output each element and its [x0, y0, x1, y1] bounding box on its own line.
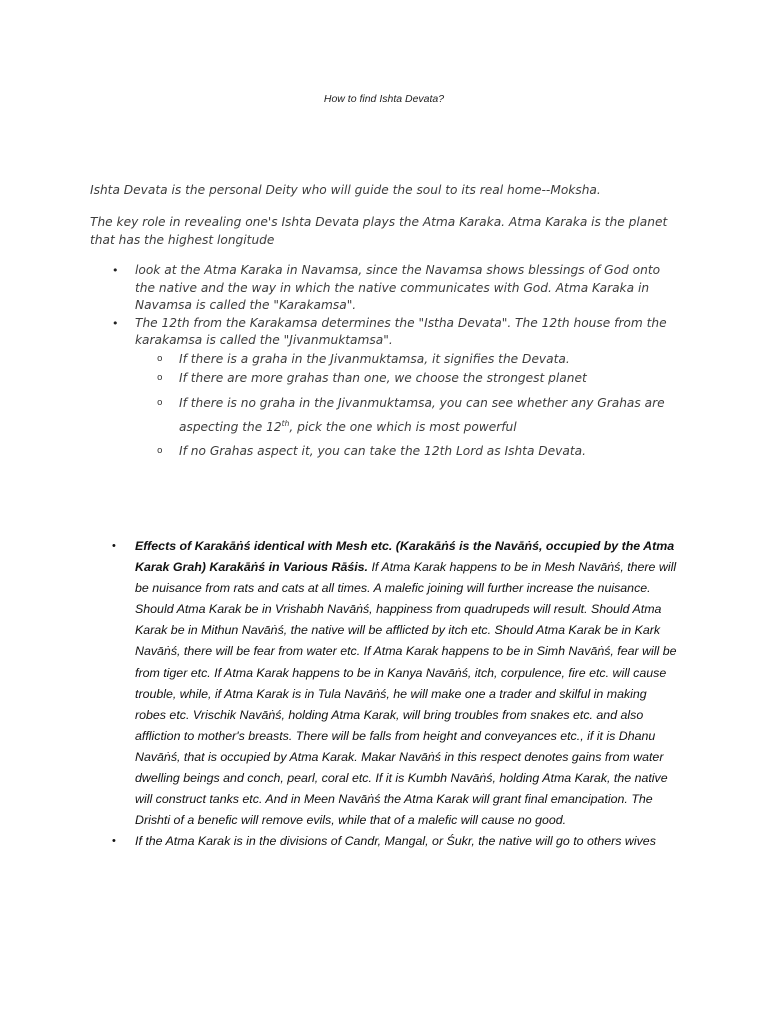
page-title: How to find Ishta Devata?: [323, 93, 445, 105]
sub-list-item: [135, 369, 670, 388]
sub-bullet-icon: o: [157, 445, 163, 456]
list-item: [110, 536, 678, 831]
sub-list-item-text-end: , pick the one which is most powerful: [289, 419, 517, 434]
sub-list-item-text: If there is no graha in the Jivanmuktamsa, you can see whether any Grahas are aspecting the 12: [179, 395, 665, 434]
sub-list: [135, 350, 670, 463]
bullet-icon: •: [112, 316, 119, 330]
sub-list-item: [135, 350, 670, 369]
sub-bullet-icon: o: [157, 397, 163, 408]
list-item-text: If the Atma Karak is in the divisions of Candr, Mangal, or Śukr, the native will go to others wives: [135, 834, 656, 849]
effects-text: If Atma Karak happens to be in Mesh Navāṅś, there will be nuisance from rats and cats at all times. A malefic joining will further increase the nuisance. Should Atma Karak be in Vrishabh Navāṅś, happiness from quadrupeds will result. Should Atma Karak be in Mithun Navāṅś, the native will be afflicted by itch etc. Should Atma Karak be in Kark Navāṅś, there will be fear from water etc. If Atma Karak happens to be in Simh Navāṅś, fear will be from tiger etc. If Atma Karak happens to be in Kanya Navāṅś, itch, corpulence, fire etc. will cause trouble, while, if Atma Karak is in Tula Navāṅś, he will make one a trader and skilful in making robes etc. Vrischik Navāṅś, holding Atma Karak, will bring troubles from snakes etc. and also affliction to mother's breasts. There will be falls from height and conveyances etc., if it is Dhanu Navāṅś, that is occupied by Atma Karak. Makar Navāṅś in this respect denotes gains from water dwelling beings and conch, pearl, coral etc. If it is Kumbh Navāṅś, holding Atma Karak, the native will construct tanks etc. And in Meen Navāṅś the Atma Karak will grant final emancipation. The Drishti of a benefic will remove evils, while that of a malefic will cause no good.: [135, 560, 677, 828]
bullet-icon: •: [112, 540, 116, 552]
effects-heading: Effects of Karakāṅś identical with Mesh etc. (Karakāṅś is the Navāṅś, occupied by the Atma Karak Grah) Karakāṅś in Various Rāśis.: [135, 539, 675, 575]
bullet-icon: •: [112, 835, 116, 848]
bullet-icon: •: [112, 264, 119, 277]
list-item: [110, 315, 670, 463]
sub-list-item-text: If there are more grahas than one, we choose the strongest planet: [179, 370, 587, 385]
list-item: [110, 831, 678, 852]
intro-paragraph-1: Ishta Devata is the personal Deity who will guide the soul to its real home--Moksha.: [90, 183, 601, 197]
sub-bullet-icon: o: [157, 353, 163, 364]
superscript-th: th: [281, 418, 290, 428]
ishta-devata-steps-list: [110, 262, 670, 463]
sub-bullet-icon: o: [157, 372, 163, 383]
sub-list-item-text: If no Grahas aspect it, you can take the 12th Lord as Ishta Devata.: [179, 443, 586, 458]
sub-list-item: [135, 391, 670, 439]
karakamsa-effects-list: [110, 536, 678, 852]
intro-paragraph-2: The key role in revealing one's Ishta Devata plays the Atma Karaka. Atma Karaka is the planet that has the highest longitude: [90, 215, 668, 247]
list-item-text: look at the Atma Karaka in Navamsa, since the Navamsa shows blessings of God onto the native and the way in which the native communicates with God. Atma Karaka in Navamsa is called the "Karakamsa".: [135, 263, 661, 312]
list-item: [110, 262, 670, 315]
sub-list-item: [135, 439, 670, 463]
sub-list-item-text: If there is a graha in the Jivanmuktamsa, it signifies the Devata.: [179, 351, 570, 366]
list-item-text: The 12th from the Karakamsa determines the "Istha Devata". The 12th house from the karakamsa is called the "Jivanmuktamsa".: [135, 315, 667, 347]
